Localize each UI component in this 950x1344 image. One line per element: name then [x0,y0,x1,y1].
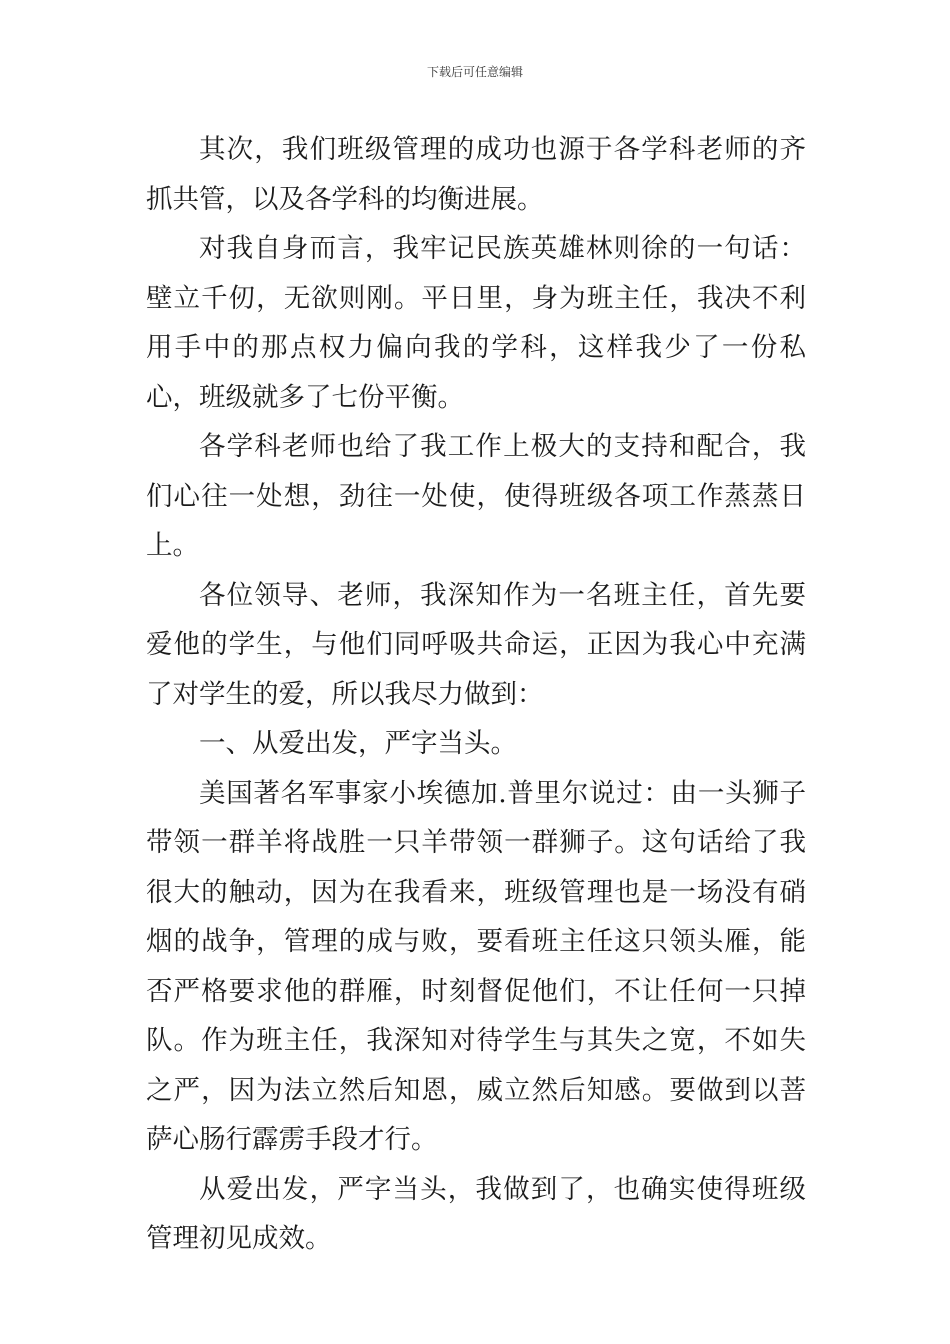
paragraph-5: 美国著名军事家小埃德加.普里尔说过：由一头狮子带领一群羊将战胜一只羊带领一群狮子。这句话给了我很大的触动，因为在我看来，班级管理也是一场没有硝烟的战争，管理的成与败，要看班主任这只领头雁，能否严格要求他的群雁，时刻督促他们，不让任何一只掉队。作为班主任，我深知对待学生与其失之宽，不如失之严，因为法立然后知恩，威立然后知感。要做到以菩萨心肠行霹雳手段才行。 [146,777,806,1155]
document-body [146,125,806,1264]
page-header: 下载后可任意编辑 [426,65,523,79]
paragraph-1: 其次，我们班级管理的成功也源于各学科老师的齐抓共管，以及各学科的均衡进展。 [146,134,806,215]
section-heading: 一、从爱出发，严字当头。 [199,728,517,759]
paragraph-3: 各学科老师也给了我工作上极大的支持和配合，我们心往一处想，劲往一处使，使得班级各项工作蒸蒸日上。 [146,431,806,561]
paragraph-6: 从爱出发，严字当头，我做到了，也确实使得班级管理初见成效。 [146,1173,806,1254]
paragraph-4: 各位领导、老师，我深知作为一名班主任，首先要爱他的学生，与他们同呼吸共命运，正因为我心中充满了对学生的爱，所以我尽力做到： [146,579,806,710]
paragraph-2: 对我自身而言，我牢记民族英雄林则徐的一句话：壁立千仞，无欲则刚。平日里，身为班主任，我决不利用手中的那点权力偏向我的学科，这样我少了一份私心，班级就多了七份平衡。 [146,233,806,413]
